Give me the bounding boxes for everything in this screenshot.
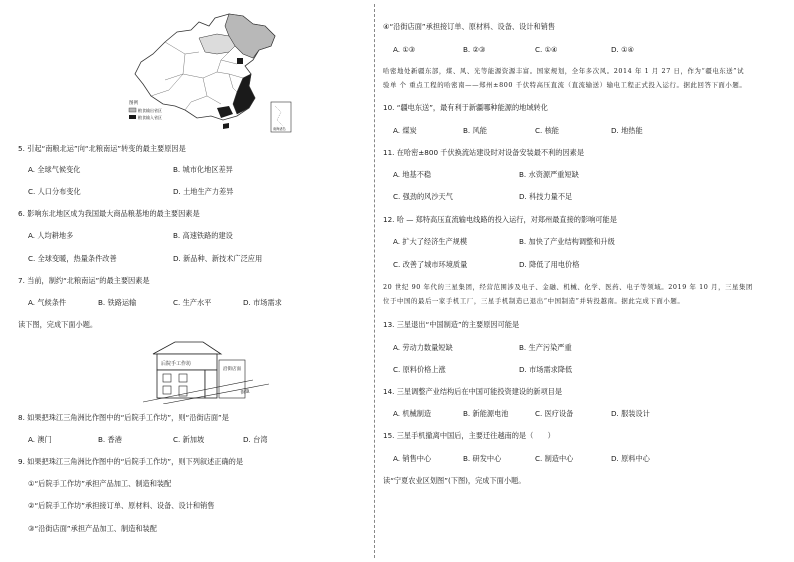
legend-title: 图例	[129, 101, 138, 106]
q14-option-c[interactable]: C. 医疗设备	[535, 409, 574, 418]
legend-input: 粮食输入省区	[138, 115, 162, 120]
q15-stem: 15. 三星手机撤离中国后，主要迁往越南的是（ ）	[383, 431, 555, 440]
hami-passage-line-2: 验单 个 重点工程的哈密南——郑州±800 千伏特高压直流（直流输送）输电工程正式投入运行。据此回答下面小题。	[383, 81, 747, 89]
q7-stem: 7. 当前，制约“北粮南运”的最主要因素是	[18, 276, 150, 285]
q11-option-b[interactable]: B. 水资源严重短缺	[519, 170, 579, 179]
samsung-passage-line-2: 位于中国的最后一家手机工厂，三星手机制造已退出“中国制造”并转投越南。据此完成下面小题。	[383, 297, 685, 305]
intro-ningxia: 读“宁夏农业区划图”(下图)，完成下面小题。	[383, 476, 526, 485]
q13-option-b[interactable]: B. 生产污染严重	[519, 343, 572, 352]
q12-option-b[interactable]: B. 加快了产业结构调整和升级	[519, 237, 615, 246]
q9-stem: 9. 如果把珠江三角洲比作图中的“后院手工作坊”，则下列叙述正确的是	[18, 457, 244, 466]
q14-stem: 14. 三星调整产业结构后在中国可能投资建设的新项目是	[383, 387, 563, 396]
q14-option-b[interactable]: B. 新能源电池	[463, 409, 509, 418]
right-column	[383, 0, 778, 562]
q15-option-a[interactable]: A. 销售中心	[393, 454, 432, 463]
shop-workshop-figure	[123, 340, 273, 404]
q9-option-a[interactable]: A. ①③	[393, 45, 416, 54]
q12-stem: 12. 哈 — 郑特高压直流输电线路的投入运行，对郑州最直接的影响可能是	[383, 215, 617, 224]
q6-option-b[interactable]: B. 高速铁路的建设	[173, 231, 233, 240]
q5-option-b[interactable]: B. 城市化地区差异	[173, 165, 233, 174]
samsung-passage-line-1: 20 世纪 90 年代的三星集团，经营范围涉及电子、金融、机械、化学、医药、电子等领域。2019 年 10 月，三星集团	[383, 283, 754, 291]
hami-passage-line-1: 哈密地处新疆东部，煤、风、光等能源资源丰富。国家规划，全年多次风。2014 年 1 月 27 日，作为“疆电东送”试	[383, 67, 745, 75]
q7-option-b[interactable]: B. 铁路运输	[98, 298, 137, 307]
q15-option-c[interactable]: C. 制造中心	[535, 454, 574, 463]
q12-option-a[interactable]: A. 扩大了经济生产规模	[393, 237, 468, 246]
q9-option-d[interactable]: D. ①④	[611, 45, 634, 54]
intro-read-figure: 读下图，完成下面小题。	[18, 320, 98, 329]
q13-stem: 13. 三星退出“中国制造”的主要原因可能是	[383, 320, 520, 329]
q14-option-a[interactable]: A. 机械制造	[393, 409, 432, 418]
legend-output: 粮食输出省区	[138, 108, 162, 113]
workshop-label: 后院手工作坊	[161, 361, 192, 367]
north-region	[199, 34, 235, 54]
q8-option-b[interactable]: B. 香港	[98, 435, 122, 444]
beijing-input-region	[237, 58, 243, 64]
q9-statement-2: ②“后院手工作坊”承担接订单、原材料、设备、设计和销售	[28, 501, 215, 510]
storefront-label: 沿街店面	[223, 367, 241, 372]
q9-option-b[interactable]: B. ②③	[463, 45, 486, 54]
q8-option-d[interactable]: D. 台湾	[243, 435, 268, 444]
q12-option-d[interactable]: D. 降低了用电价格	[519, 260, 580, 269]
q9-statement-4: ④“沿街店面”承担接订单、原材料、设备、设计和销售	[383, 22, 556, 31]
q11-option-c[interactable]: C. 强劲的风沙天气	[393, 192, 453, 201]
q10-option-a[interactable]: A. 煤炭	[393, 126, 417, 135]
q5-option-a[interactable]: A. 全球气候变化	[28, 165, 81, 174]
q8-option-c[interactable]: C. 新加坡	[173, 435, 205, 444]
q6-option-d[interactable]: D. 新品种、新技术广泛应用	[173, 254, 263, 263]
map-legend	[129, 99, 162, 120]
hainan-island	[223, 123, 229, 129]
q12-option-c[interactable]: C. 改善了城市环境质量	[393, 260, 468, 269]
q7-option-c[interactable]: C. 生产水平	[173, 298, 212, 307]
q9-statement-3: ③“沿街店面”承担产品加工、制造和装配	[28, 524, 157, 533]
left-column	[18, 0, 363, 562]
q7-option-a[interactable]: A. 气候条件	[28, 298, 67, 307]
q10-stem: 10. “疆电东送”，最有利于新疆哪种能源的地域转化	[383, 103, 548, 112]
inset-label: 南海诸岛	[273, 127, 286, 131]
q13-option-c[interactable]: C. 原料价格上涨	[393, 365, 446, 374]
q6-option-c[interactable]: C. 全球变暖，热量条件改善	[28, 254, 117, 263]
q10-option-d[interactable]: D. 地热能	[611, 126, 643, 135]
q11-option-d[interactable]: D. 科技力量不足	[519, 192, 573, 201]
q5-option-c[interactable]: C. 人口分布变化	[28, 187, 81, 196]
q10-option-c[interactable]: C. 核能	[535, 126, 559, 135]
china-grain-map	[125, 8, 295, 136]
q5-stem: 5. 引起“南粮北运”向“北粮南运”转变的最主要原因是	[18, 144, 186, 153]
q15-option-d[interactable]: D. 原料中心	[611, 454, 650, 463]
column-divider	[374, 4, 375, 558]
q5-option-d[interactable]: D. 土地生产力差异	[173, 187, 234, 196]
q11-option-a[interactable]: A. 地基不稳	[393, 170, 432, 179]
street-label: 街道	[240, 389, 251, 396]
q6-stem: 6. 影响东北地区成为我国最大商品粮基地的最主要因素是	[18, 209, 200, 218]
q13-option-d[interactable]: D. 市场需求降低	[519, 365, 573, 374]
q15-option-b[interactable]: B. 研发中心	[463, 454, 502, 463]
q11-stem: 11. 在哈密±800 千伏换流站建设时对设备安装最不利的因素是	[383, 148, 585, 157]
q8-stem: 8. 如果把珠江三角洲比作图中的“后院手工作坊”，则“沿街店面”是	[18, 413, 229, 422]
q6-option-a[interactable]: A. 人均耕地多	[28, 231, 74, 240]
q14-option-d[interactable]: D. 服装设计	[611, 409, 650, 418]
q10-option-b[interactable]: B. 风能	[463, 126, 487, 135]
q7-option-d[interactable]: D. 市场需求	[243, 298, 282, 307]
q13-option-a[interactable]: A. 劳动力数量短缺	[393, 343, 453, 352]
q9-statement-1: ①“后院手工作坊”承担产品加工、制造和装配	[28, 479, 172, 488]
q8-option-a[interactable]: A. 澳门	[28, 435, 52, 444]
q9-option-c[interactable]: C. ①④	[535, 45, 558, 54]
